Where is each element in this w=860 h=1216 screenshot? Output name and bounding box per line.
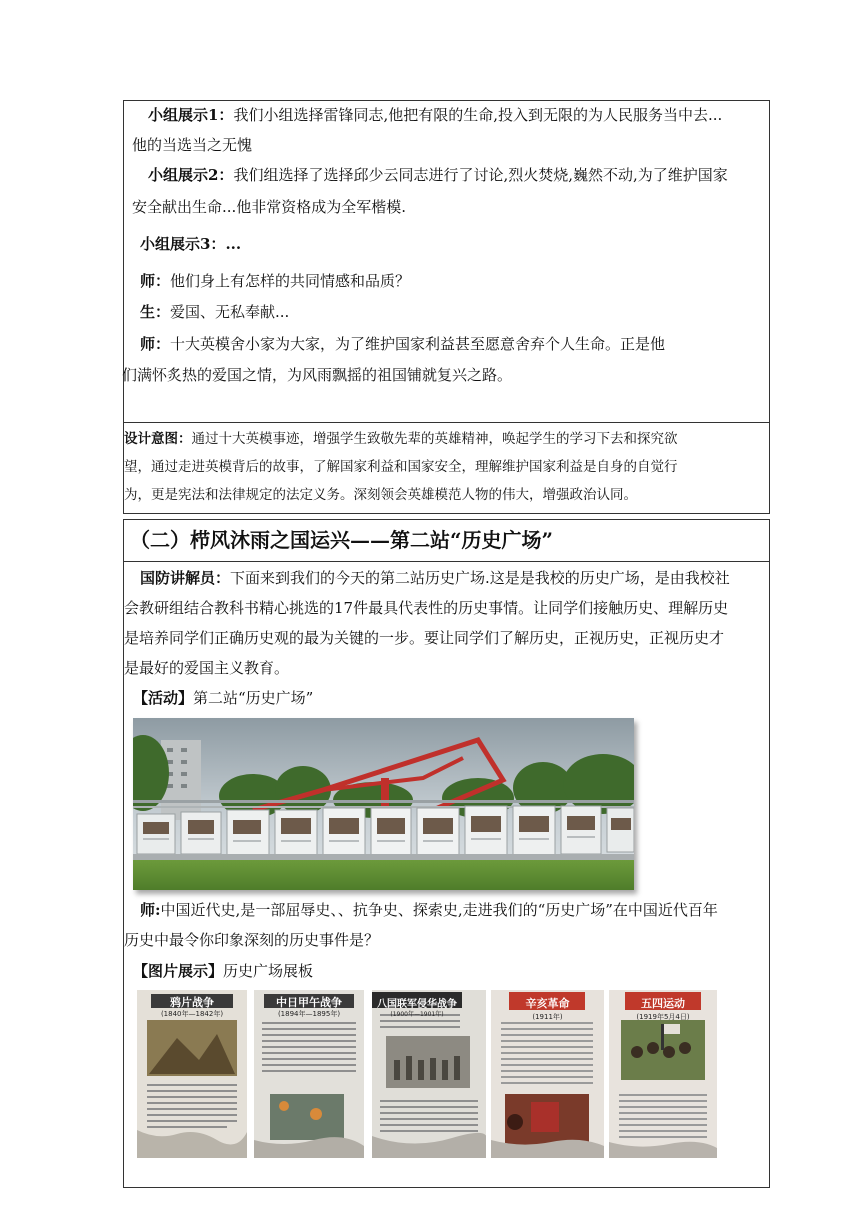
discussion-table — [123, 100, 770, 514]
board-years: (1900年—1901年) — [390, 1011, 444, 1018]
history-square-photo — [133, 718, 634, 890]
guide-text-4: 是最好的爱国主义教育。 — [124, 659, 290, 677]
board-title: 八国联军侵华战争 — [377, 999, 457, 1010]
group1-text: 我们小组选择雷锋同志,他把有限的生命,投入到无限的为人民服务当中去... — [233, 106, 723, 124]
picture-display-text: 历史广场展板 — [223, 962, 314, 980]
activity-line — [133, 688, 313, 708]
teacher-question: 他们身上有怎样的共同情感和品质？ — [170, 272, 411, 290]
board-years: (1919年5月4日) — [636, 1013, 690, 1021]
guide-label: 国防讲解员： — [140, 569, 231, 587]
board-years: (1840年—1842年) — [160, 1010, 224, 1018]
picture-display-line — [133, 961, 313, 981]
design-intent-line-1 — [124, 429, 678, 449]
group2-text: 我们组选择了选择邱少云同志进行了讨论,烈火焚烧,巍然不动,为了维护国家 — [233, 166, 728, 184]
board-title: 鸦片战争 — [170, 996, 214, 1009]
teacher-label: 师： — [140, 272, 171, 290]
design-intent-text-3: 为，更是宪法和法律规定的法定义务。深刻领会英雄模范人物的伟大，增强政治认同。 — [124, 487, 637, 503]
board-years: (1894年—1895年) — [277, 1010, 341, 1018]
student-answer: 爱国、无私奉献... — [170, 303, 290, 321]
group1-text-2: 他的当选当之无愧 — [132, 136, 253, 154]
group2-label: 小组展示2： — [148, 166, 234, 184]
group3-text: ... — [225, 235, 242, 253]
guide-line-2 — [124, 598, 728, 618]
section-heading: （二）栉风沐雨之国运兴——第二站“历史广场” — [130, 528, 554, 552]
board-opium-war — [137, 990, 247, 1158]
teacher-question-text-1: 中国近代史,是一部屈辱史、、抗争史、探索史,走进我们的“历史广场”在中国近代百年 — [160, 901, 718, 919]
group1-line — [148, 105, 722, 125]
heading-divider — [124, 561, 769, 562]
guide-line-1 — [140, 568, 730, 588]
design-intent-text-1: 通过十大英模事迹，增强学生致敬先辈的英雄精神，唤起学生的学习下去和探究欲 — [191, 431, 678, 447]
guide-text-1: 下面来到我们的今天的第二站历史广场.这是是我校的历史广场，是由我校社 — [230, 569, 730, 587]
group3-label: 小组展示3： — [140, 235, 226, 253]
student-answer-line — [140, 302, 289, 322]
group3-line — [140, 234, 241, 254]
design-intent-line-2 — [124, 457, 678, 477]
board-title: 五四运动 — [641, 997, 685, 1010]
group1-line-2 — [132, 135, 252, 155]
group2-line — [148, 165, 728, 185]
design-intent-text-2: 望，通过走进英模背后的故事，了解国家利益和国家安全，理解维护国家利益是自身的自觉行 — [124, 459, 678, 475]
group1-label: 小组展示1： — [148, 106, 234, 124]
student-label: 生： — [140, 303, 171, 321]
teacher-label-3: 师: — [140, 901, 161, 919]
teacher-question-line — [140, 271, 410, 291]
guide-line-4 — [124, 658, 289, 678]
board-title: 辛亥革命 — [525, 997, 570, 1010]
board-xinhai-revolution — [491, 990, 604, 1158]
teacher-question-line-1 — [140, 900, 718, 920]
teacher-label-2: 师： — [140, 335, 171, 353]
activity-label: 【活动】 — [133, 689, 194, 707]
board-eight-nation-alliance — [372, 990, 486, 1158]
row-divider — [124, 422, 769, 423]
guide-line-3 — [124, 628, 724, 648]
teacher-summary-2: 们满怀炙热的爱国之情，为风雨飘摇的祖国铺就复兴之路。 — [122, 366, 513, 384]
guide-text-2: 会教研组结合教科书精心挑选的17件最具代表性的历史事情。让同学们接触历史、理解历史 — [124, 599, 729, 617]
picture-display-label: 【图片展示】 — [133, 962, 224, 980]
board-years: (1911年) — [532, 1013, 563, 1021]
history-boards — [137, 990, 717, 1158]
teacher-summary: 十大英模舍小家为大家，为了维护国家利益甚至愿意舍弃个人生命。正是他 — [170, 335, 666, 353]
guide-text-3: 是培养同学们正确历史观的最为关键的一步。要让同学们了解历史，正视历史，正视历史才 — [124, 629, 725, 647]
teacher-summary-line — [140, 334, 665, 354]
activity-text: 第二站“历史广场” — [193, 689, 314, 707]
teacher-summary-line-2 — [122, 365, 512, 385]
board-may-fourth-movement — [609, 990, 717, 1158]
group2-line-2 — [132, 197, 406, 217]
board-sino-japanese-war — [254, 990, 364, 1158]
history-square-table — [123, 519, 770, 1188]
teacher-question-line-2 — [124, 930, 379, 950]
teacher-question-text-2: 历史中最令你印象深刻的历史事件是？ — [124, 931, 380, 949]
design-intent-label: 设计意图： — [124, 431, 192, 447]
group2-text-2: 安全献出生命...他非常资格成为全军楷模. — [132, 198, 407, 216]
board-title: 中日甲午战争 — [276, 996, 342, 1009]
design-intent-line-3 — [124, 485, 637, 505]
